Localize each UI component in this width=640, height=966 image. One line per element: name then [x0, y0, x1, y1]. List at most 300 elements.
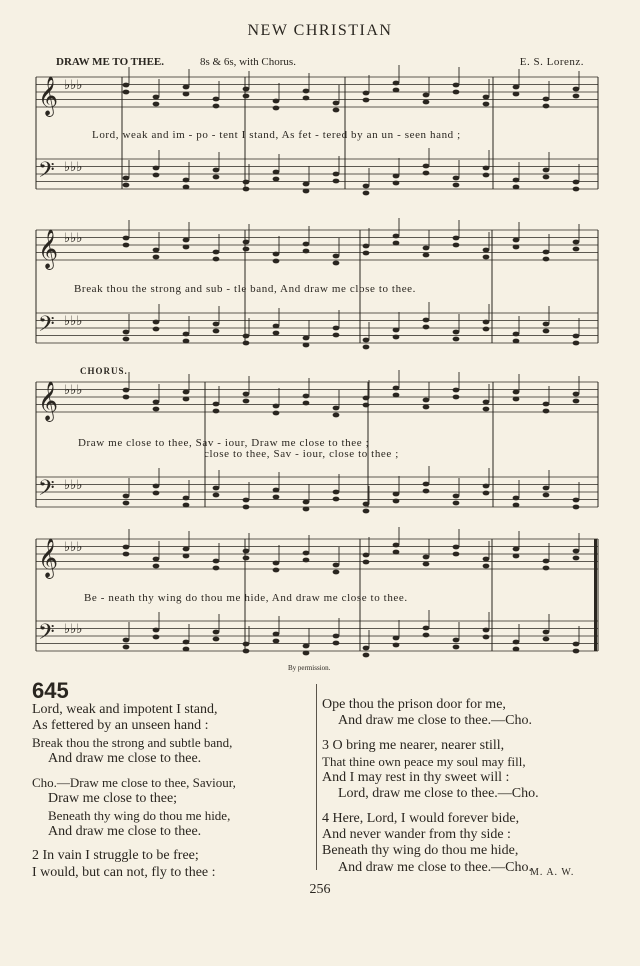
note-head	[333, 254, 340, 259]
note-head	[483, 484, 490, 489]
note-head	[243, 334, 250, 339]
note-head	[543, 322, 550, 327]
note-head	[423, 93, 430, 98]
note-head	[453, 501, 460, 506]
note-head	[483, 173, 490, 178]
note-head	[393, 234, 400, 239]
note-head	[513, 390, 520, 395]
hymn-number: 645	[32, 678, 69, 703]
note-head	[363, 646, 370, 651]
chorus-line: And draw me close to thee.	[48, 824, 202, 840]
note-head	[273, 639, 280, 644]
note-head	[243, 87, 250, 92]
note-head	[453, 330, 460, 335]
note-head	[153, 407, 160, 412]
note-head	[243, 392, 250, 397]
note-head	[213, 486, 220, 491]
note-head	[183, 554, 190, 559]
bass-clef: 𝄢	[38, 312, 55, 342]
note-head	[153, 564, 160, 569]
note-head	[123, 236, 130, 241]
note-head	[183, 85, 190, 90]
note-head	[183, 339, 190, 344]
note-head	[243, 94, 250, 99]
note-head	[273, 99, 280, 104]
note-head	[423, 633, 430, 638]
note-head	[243, 187, 250, 192]
note-head	[213, 329, 220, 334]
lyric-line-1: Lord, weak and im - po - tent I stand, As fet - tered by an un - seen hand ;	[92, 129, 461, 141]
note-head	[303, 249, 310, 254]
note-head	[333, 179, 340, 184]
note-head	[573, 87, 580, 92]
note-head	[333, 326, 340, 331]
note-head	[573, 247, 580, 252]
note-head	[393, 643, 400, 648]
verse-line: And draw me close to thee.—Cho.	[338, 859, 533, 875]
note-head	[243, 556, 250, 561]
note-head	[513, 640, 520, 645]
verse-line: Lord, draw me close to thee.—Cho.	[338, 786, 539, 802]
note-head	[153, 491, 160, 496]
hymn-title: DRAW ME TO THEE.	[56, 56, 164, 68]
note-head	[363, 98, 370, 103]
note-head	[573, 498, 580, 503]
verse-line: And draw me close to thee.	[48, 750, 202, 766]
note-head	[453, 183, 460, 188]
note-head	[423, 489, 430, 494]
note-head	[423, 555, 430, 560]
treble-clef: 𝄞	[38, 538, 59, 578]
note-head	[123, 552, 130, 557]
note-head	[513, 85, 520, 90]
note-head	[483, 327, 490, 332]
note-head	[123, 501, 130, 506]
lyric-line-2: Break thou the strong and sub - tle band, And draw me close to thee.	[74, 283, 417, 295]
bass-clef: 𝄢	[38, 158, 55, 188]
note-head	[513, 554, 520, 559]
note-head	[393, 543, 400, 548]
page-header: NEW CHRISTIAN	[247, 22, 393, 39]
note-head	[153, 102, 160, 107]
note-head	[153, 248, 160, 253]
note-head	[243, 505, 250, 510]
verse-line: Break thou the strong and subtle band,	[32, 734, 233, 750]
note-head	[543, 168, 550, 173]
note-head	[483, 166, 490, 171]
verses-left-column	[32, 702, 312, 881]
hymn-meter: 8s & 6s, with Chorus.	[200, 56, 296, 68]
note-head	[303, 500, 310, 505]
note-head	[513, 547, 520, 552]
note-head	[213, 559, 220, 564]
key-signature: ♭♭♭	[64, 383, 83, 398]
key-signature: ♭♭♭	[64, 622, 83, 637]
note-head	[453, 388, 460, 393]
key-signature: ♭♭♭	[64, 78, 83, 93]
verse-line: As fettered by an unseen hand :	[32, 718, 209, 734]
note-head	[123, 545, 130, 550]
note-head	[123, 494, 130, 499]
note-head	[363, 403, 370, 408]
note-head	[183, 640, 190, 645]
note-head	[183, 647, 190, 652]
note-head	[243, 341, 250, 346]
note-head	[513, 245, 520, 250]
note-head	[573, 240, 580, 245]
note-head	[213, 257, 220, 262]
note-head	[543, 175, 550, 180]
note-head	[333, 570, 340, 575]
verse-line: And I may rest in thy sweet will :	[322, 770, 510, 786]
note-head	[453, 645, 460, 650]
note-head	[333, 641, 340, 646]
note-head	[303, 336, 310, 341]
note-head	[273, 404, 280, 409]
note-head	[573, 187, 580, 192]
note-head	[363, 653, 370, 658]
note-head	[243, 649, 250, 654]
note-head	[363, 244, 370, 249]
note-head	[423, 100, 430, 105]
note-head	[543, 257, 550, 262]
verse-line: And never wander from thy side :	[322, 827, 511, 843]
note-head	[153, 95, 160, 100]
note-head	[423, 562, 430, 567]
note-head	[423, 318, 430, 323]
note-head	[123, 337, 130, 342]
note-head	[153, 400, 160, 405]
note-head	[543, 104, 550, 109]
lyric-line-3: Draw me close to thee, Sav - iour, Draw me close to thee ;	[78, 437, 370, 449]
note-head	[153, 635, 160, 640]
chorus-line: Cho.—Draw me close to thee, Saviour,	[32, 775, 236, 791]
note-head	[123, 176, 130, 181]
note-head	[243, 549, 250, 554]
note-head	[153, 484, 160, 489]
note-head	[483, 628, 490, 633]
note-head	[453, 545, 460, 550]
note-head	[483, 248, 490, 253]
note-head	[453, 176, 460, 181]
note-head	[543, 402, 550, 407]
note-head	[483, 557, 490, 562]
verse-line: 3 O bring me nearer, nearer still,	[322, 737, 505, 753]
note-head	[573, 649, 580, 654]
note-head	[243, 498, 250, 503]
composer-credit: E. S. Lorenz.	[519, 56, 584, 68]
note-head	[453, 494, 460, 499]
note-head	[483, 400, 490, 405]
note-head	[333, 413, 340, 418]
note-head	[453, 638, 460, 643]
final-bar-line	[594, 539, 597, 651]
note-head	[333, 101, 340, 106]
note-head	[513, 496, 520, 501]
note-head	[423, 405, 430, 410]
note-head	[363, 345, 370, 350]
note-head	[333, 406, 340, 411]
note-head	[363, 502, 370, 507]
note-head	[183, 496, 190, 501]
note-head	[333, 261, 340, 266]
note-head	[543, 493, 550, 498]
note-head	[213, 175, 220, 180]
key-signature: ♭♭♭	[64, 478, 83, 493]
note-head	[393, 550, 400, 555]
note-head	[543, 329, 550, 334]
key-signature: ♭♭♭	[64, 314, 83, 329]
chorus-label: CHORUS.	[80, 366, 128, 376]
note-head	[333, 172, 340, 177]
note-head	[483, 102, 490, 107]
note-head	[393, 393, 400, 398]
note-head	[483, 320, 490, 325]
verse-line: 2 In vain I struggle to be free;	[32, 848, 199, 864]
note-head	[213, 168, 220, 173]
verse-line: Lord, weak and impotent I stand,	[32, 702, 218, 717]
note-head	[273, 331, 280, 336]
note-head	[453, 83, 460, 88]
note-head	[303, 507, 310, 512]
note-head	[273, 170, 280, 175]
note-head	[363, 560, 370, 565]
note-head	[513, 238, 520, 243]
note-head	[363, 91, 370, 96]
note-head	[303, 96, 310, 101]
note-head	[483, 95, 490, 100]
note-head	[273, 488, 280, 493]
note-head	[393, 636, 400, 641]
note-head	[543, 409, 550, 414]
treble-clef: 𝄞	[38, 76, 59, 116]
note-head	[153, 166, 160, 171]
note-head	[513, 339, 520, 344]
note-head	[363, 251, 370, 256]
note-head	[213, 409, 220, 414]
note-head	[423, 171, 430, 176]
note-head	[423, 253, 430, 258]
bar-lines	[36, 77, 598, 651]
note-head	[333, 490, 340, 495]
note-head	[123, 183, 130, 188]
note-head	[513, 178, 520, 183]
note-head	[543, 637, 550, 642]
note-head	[363, 396, 370, 401]
note-head	[573, 642, 580, 647]
lyric-line-3-alto: close to thee, Sav - iour, close to thee ;	[204, 448, 399, 460]
note-head	[363, 184, 370, 189]
note-head	[183, 92, 190, 97]
note-head	[243, 642, 250, 647]
note-head	[273, 561, 280, 566]
note-head	[153, 255, 160, 260]
note-head	[243, 399, 250, 404]
note-head	[333, 497, 340, 502]
verse-line: That thine own peace my soul may fill,	[322, 753, 526, 769]
note-head	[153, 327, 160, 332]
note-head	[333, 634, 340, 639]
note-head	[513, 503, 520, 508]
treble-clef: 𝄞	[38, 229, 59, 269]
note-head	[513, 185, 520, 190]
note-head	[543, 486, 550, 491]
note-head	[153, 557, 160, 562]
note-head	[213, 402, 220, 407]
note-head	[423, 325, 430, 330]
note-head	[453, 552, 460, 557]
staff-lines	[36, 77, 598, 651]
note-head	[543, 566, 550, 571]
key-signature: ♭♭♭	[64, 540, 83, 555]
note-head	[123, 395, 130, 400]
chorus-line: Draw me close to thee;	[48, 791, 178, 807]
note-head	[423, 164, 430, 169]
note-head	[213, 97, 220, 102]
note-head	[363, 338, 370, 343]
note-head	[273, 106, 280, 111]
note-head	[273, 177, 280, 182]
key-signature: ♭♭♭	[64, 160, 83, 175]
note-head	[483, 407, 490, 412]
verse-line: And draw me close to thee.—Cho.	[338, 713, 533, 729]
note-head	[273, 632, 280, 637]
note-head	[303, 651, 310, 656]
treble-clef: 𝄞	[38, 381, 59, 421]
verse-line: Beneath thy wing do thou me hide,	[322, 843, 519, 859]
note-head	[393, 81, 400, 86]
clef-symbols	[38, 76, 82, 650]
note-head	[423, 626, 430, 631]
note-head	[573, 180, 580, 185]
note-head	[303, 644, 310, 649]
note-head	[123, 388, 130, 393]
note-head	[333, 563, 340, 568]
note-head	[573, 399, 580, 404]
note-head	[363, 553, 370, 558]
note-head	[273, 411, 280, 416]
note-head	[453, 395, 460, 400]
note-head	[243, 240, 250, 245]
note-head	[543, 630, 550, 635]
note-head	[213, 630, 220, 635]
note-head	[573, 341, 580, 346]
note-head	[303, 401, 310, 406]
note-head	[183, 238, 190, 243]
page-number: 256	[309, 882, 331, 897]
note-head	[243, 247, 250, 252]
note-head	[303, 242, 310, 247]
note-head	[543, 559, 550, 564]
note-head	[183, 245, 190, 250]
note-head	[123, 90, 130, 95]
note-head	[213, 104, 220, 109]
note-head	[573, 505, 580, 510]
note-head	[303, 394, 310, 399]
note-head	[243, 180, 250, 185]
lyric-line-4: Be - neath thy wing do thou me hide, And draw me close to thee.	[84, 592, 408, 604]
note-head	[273, 252, 280, 257]
note-head	[333, 333, 340, 338]
note-head	[183, 178, 190, 183]
note-head	[183, 397, 190, 402]
note-head	[303, 182, 310, 187]
note-head	[273, 259, 280, 264]
note-head	[213, 566, 220, 571]
note-head	[393, 386, 400, 391]
bass-clef: 𝄢	[38, 476, 55, 506]
note-head	[213, 493, 220, 498]
note-head	[273, 495, 280, 500]
note-head	[183, 503, 190, 508]
note-head	[573, 392, 580, 397]
note-head	[513, 647, 520, 652]
note-head	[213, 322, 220, 327]
column-divider	[316, 684, 317, 870]
chorus-line: Beneath thy wing do thou me hide,	[48, 807, 231, 823]
note-head	[273, 324, 280, 329]
note-head	[123, 330, 130, 335]
note-head	[183, 185, 190, 190]
note-head	[543, 250, 550, 255]
permission-note: By permission.	[288, 664, 331, 672]
note-head	[153, 173, 160, 178]
note-head	[423, 246, 430, 251]
note-head	[453, 90, 460, 95]
note-head	[393, 492, 400, 497]
note-head	[183, 390, 190, 395]
note-head	[303, 558, 310, 563]
note-head	[483, 564, 490, 569]
note-head	[393, 241, 400, 246]
note-head	[453, 243, 460, 248]
note-head	[423, 482, 430, 487]
note-head	[573, 556, 580, 561]
note-head	[393, 499, 400, 504]
note-head	[423, 398, 430, 403]
note-head	[303, 551, 310, 556]
verse-line: I would, but can not, fly to thee :	[32, 864, 216, 880]
note-head	[393, 181, 400, 186]
note-head	[213, 250, 220, 255]
author-initials: M. A. W.	[530, 867, 575, 878]
note-head	[363, 191, 370, 196]
note-head	[483, 255, 490, 260]
note-head	[153, 628, 160, 633]
note-head	[483, 635, 490, 640]
note-head	[483, 491, 490, 496]
key-signature: ♭♭♭	[64, 231, 83, 246]
note-head	[363, 509, 370, 514]
note-head	[273, 568, 280, 573]
note-head	[573, 334, 580, 339]
note-head	[303, 189, 310, 194]
note-head	[573, 549, 580, 554]
verses-right-column	[322, 697, 612, 876]
note-head	[393, 174, 400, 179]
note-head	[543, 97, 550, 102]
verse-line: 4 Here, Lord, I would forever bide,	[322, 810, 520, 826]
note-head	[123, 83, 130, 88]
note-head	[153, 320, 160, 325]
verse-line: Ope thou the prison door for me,	[322, 697, 506, 712]
note-head	[183, 332, 190, 337]
note-head	[453, 236, 460, 241]
note-head	[213, 637, 220, 642]
note-head	[123, 645, 130, 650]
bass-clef: 𝄢	[38, 620, 55, 650]
note-head	[573, 94, 580, 99]
